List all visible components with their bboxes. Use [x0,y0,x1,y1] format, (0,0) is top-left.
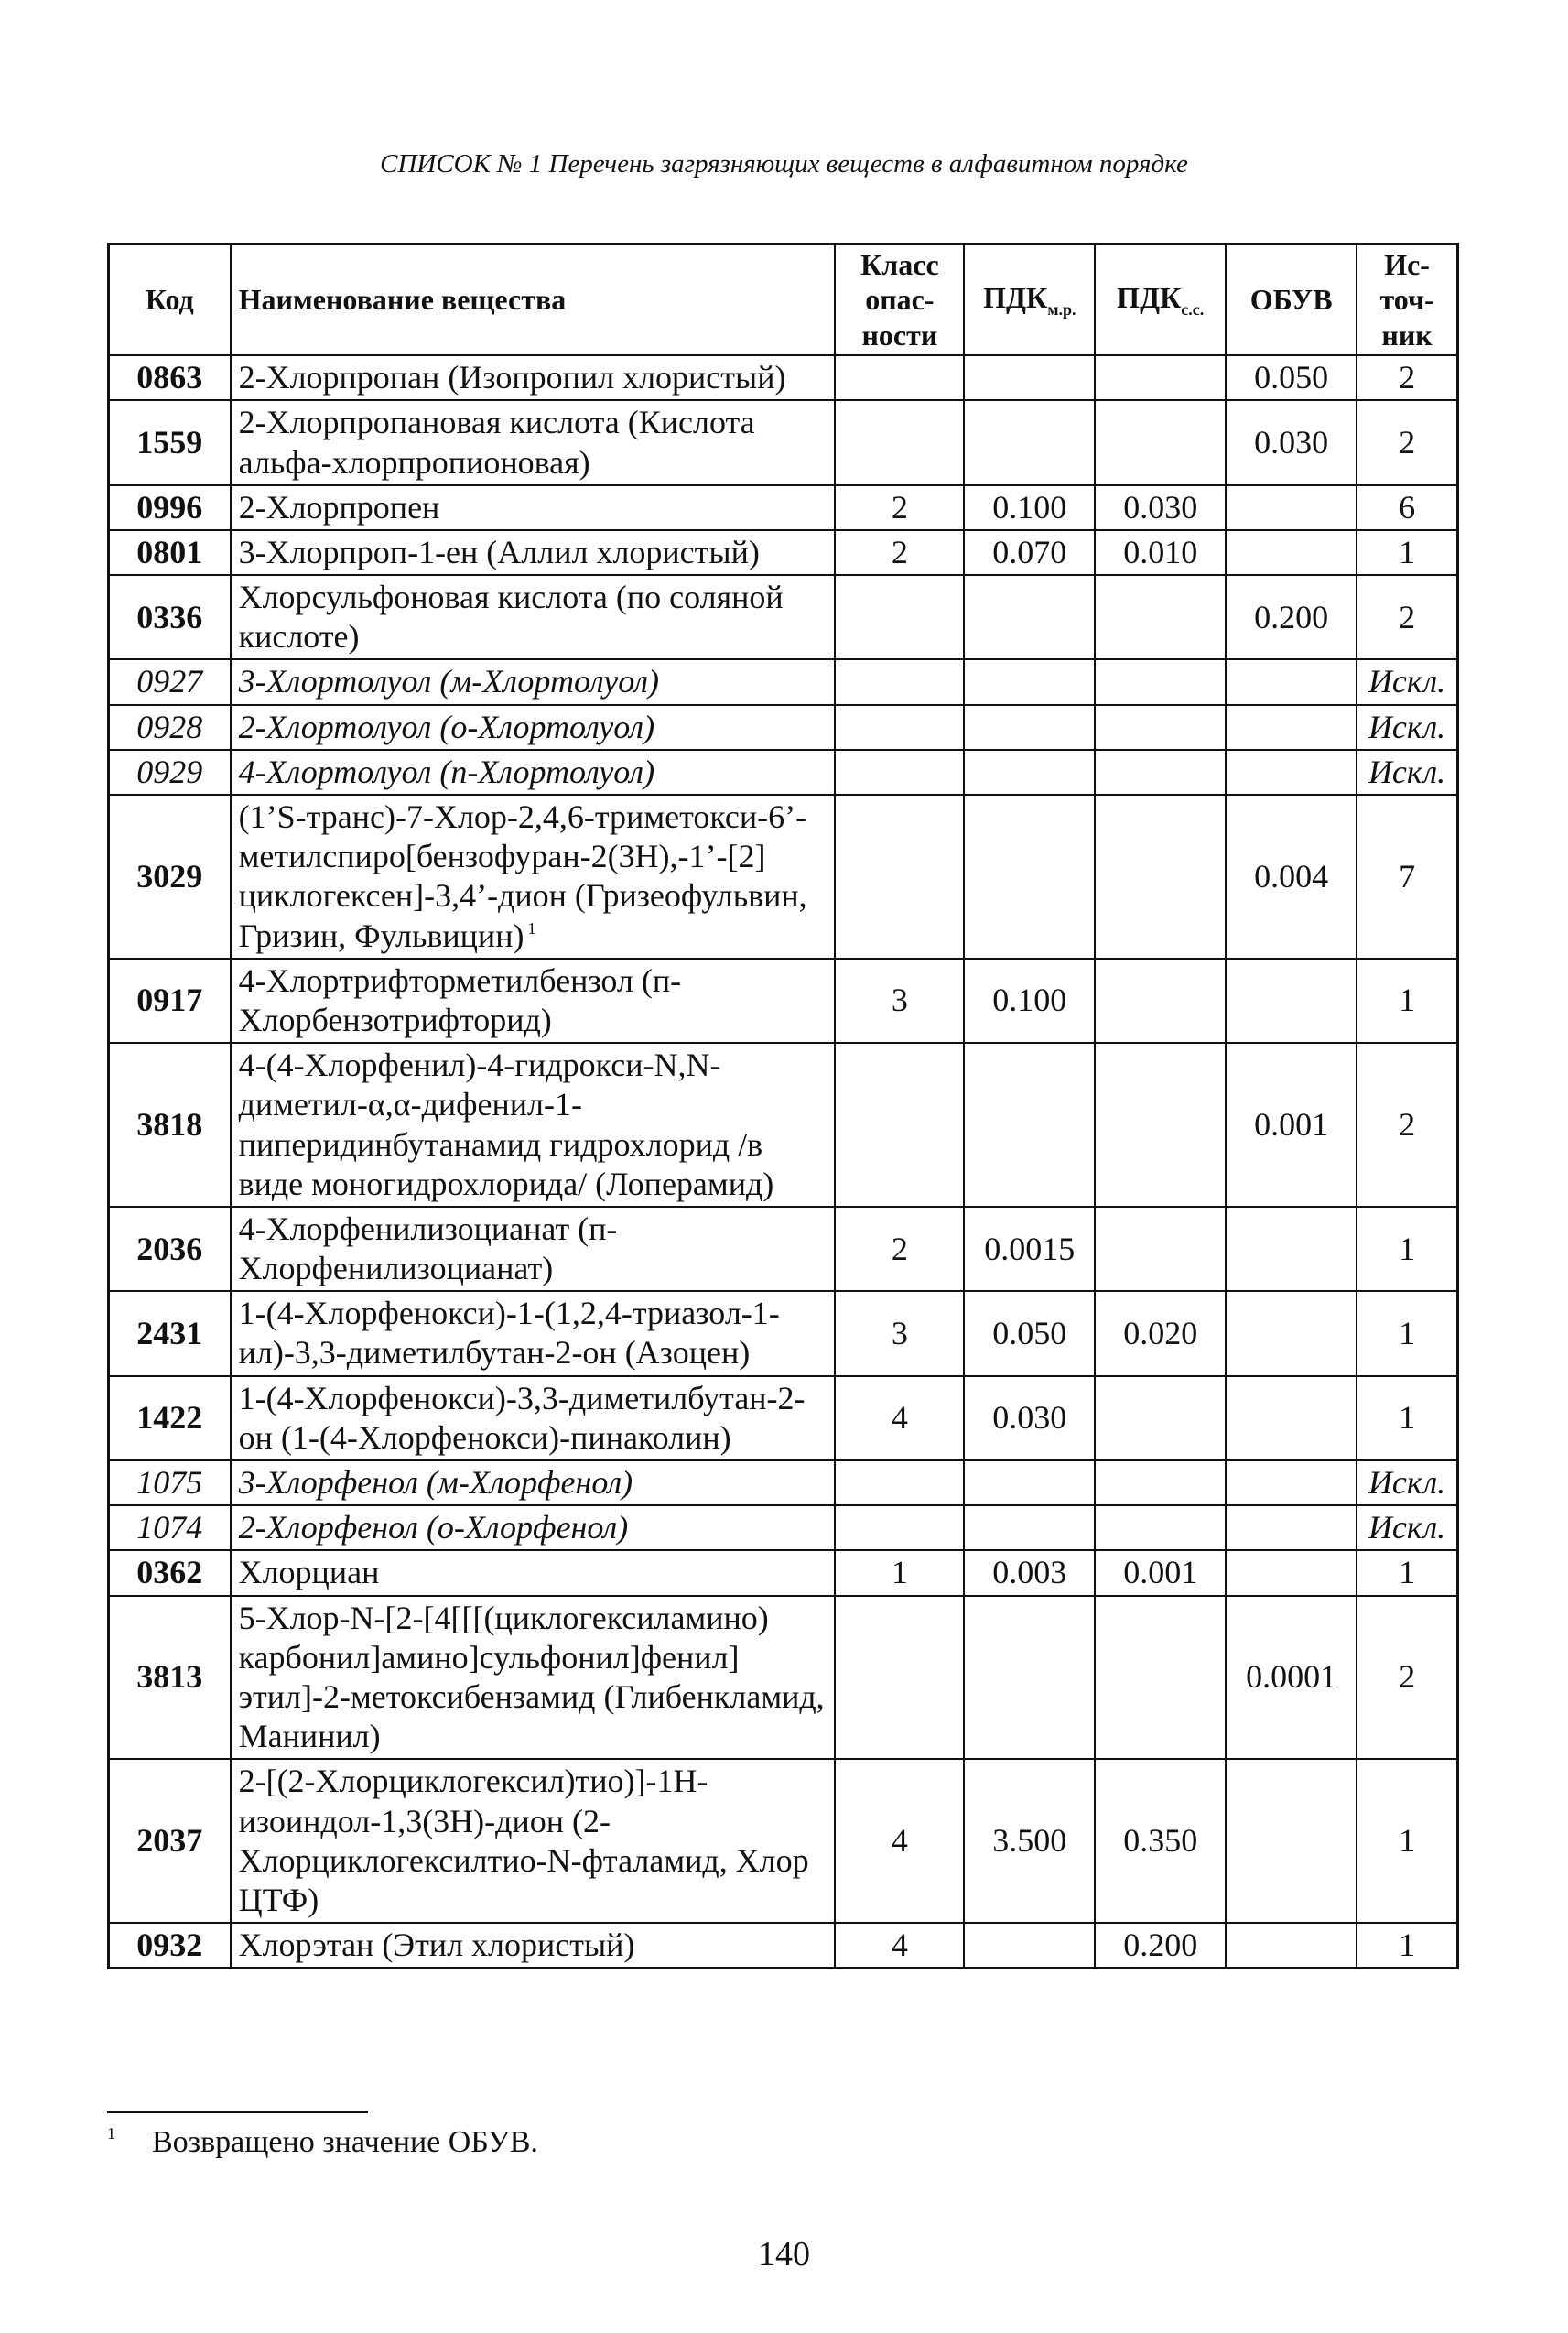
cell-obuv [1226,1207,1357,1291]
cell-pdk-ss [1095,575,1226,659]
cell-hazard-class: 3 [835,1291,964,1375]
cell-code: 2036 [109,1207,231,1291]
cell-pdk-mr [964,575,1095,659]
cell-source: 1 [1357,1550,1457,1595]
cell-hazard-class [835,1505,964,1550]
column-header-hazard-class: Класс опас- ности [835,244,964,356]
cell-pdk-ss [1095,795,1226,959]
cell-pdk-ss: 0.350 [1095,1759,1226,1923]
cell-hazard-class: 1 [835,1550,964,1595]
cell-obuv [1226,1550,1357,1595]
cell-pdk-mr [964,1505,1095,1550]
cell-pdk-ss [1095,1505,1226,1550]
cell-hazard-class: 4 [835,1923,964,1969]
cell-name: 4-Хлортрифторметилбензол (п-Хлорбензотрифторид) [231,959,836,1043]
cell-name: Хлорциан [231,1550,836,1595]
table-row [109,1376,1458,1460]
cell-pdk-ss [1095,750,1226,795]
cell-obuv: 0.004 [1226,795,1357,959]
footnote-text: Возвращено значение ОБУВ. [152,2125,538,2159]
cell-pdk-mr [964,1043,1095,1207]
table-row [109,575,1458,659]
cell-name: 2-Хлортолуол (о-Хлортолуол) [231,705,836,750]
cell-code: 1074 [109,1505,231,1550]
cell-name: 4-Хлорфенилизоцианат (п-Хлорфенилизоцианат) [231,1207,836,1291]
cell-code: 2431 [109,1291,231,1375]
cell-pdk-mr [964,795,1095,959]
cell-source: Искл. [1357,1505,1457,1550]
cell-name: 4-(4-Хлорфенил)-4-гидрокси-N,N-диметил-α,α-дифенил-1-пиперидинбутанамид гидрохлорид /в виде моногидрохлорида/ (Лоперамид) [231,1043,836,1207]
cell-hazard-class: 3 [835,959,964,1043]
substances-table [107,243,1459,1969]
cell-pdk-mr [964,659,1095,704]
cell-obuv: 0.200 [1226,575,1357,659]
cell-pdk-ss [1095,659,1226,704]
cell-pdk-ss [1095,1043,1226,1207]
table-row [109,1550,1458,1595]
cell-name: 1-(4-Хлорфенокси)-1-(1,2,4-триазол-1-ил)-3,3-диметилбутан-2-он (Азоцен) [231,1291,836,1375]
cell-source: 2 [1357,400,1457,484]
cell-obuv [1226,959,1357,1043]
cell-pdk-mr: 0.0015 [964,1207,1095,1291]
table-row [109,530,1458,575]
cell-pdk-ss: 0.010 [1095,530,1226,575]
cell-name: 4-Хлортолуол (п-Хлортолуол) [231,750,836,795]
cell-code: 0927 [109,659,231,704]
cell-obuv [1226,1505,1357,1550]
cell-obuv [1226,705,1357,750]
cell-pdk-ss [1095,705,1226,750]
column-header-name: Наименование вещества [231,244,836,356]
cell-code: 0928 [109,705,231,750]
cell-source: 1 [1357,530,1457,575]
footnote-mark: 1 [107,2124,115,2143]
cell-source: 1 [1357,1759,1457,1923]
cell-source: 2 [1357,355,1457,400]
table-row [109,659,1458,704]
cell-obuv: 0.0001 [1226,1596,1357,1760]
cell-pdk-mr [964,705,1095,750]
cell-code: 3818 [109,1043,231,1207]
table-row [109,1923,1458,1969]
cell-source: Искл. [1357,659,1457,704]
table-row [109,485,1458,530]
cell-pdk-ss [1095,400,1226,484]
cell-pdk-mr [964,355,1095,400]
cell-name: 2-Хлорфенол (о-Хлорфенол) [231,1505,836,1550]
cell-hazard-class: 2 [835,1207,964,1291]
cell-source: 1 [1357,1376,1457,1460]
cell-pdk-ss: 0.001 [1095,1550,1226,1595]
cell-source: 1 [1357,959,1457,1043]
cell-hazard-class: 4 [835,1376,964,1460]
cell-pdk-mr: 0.050 [964,1291,1095,1375]
cell-pdk-ss [1095,1207,1226,1291]
cell-pdk-mr: 0.070 [964,530,1095,575]
table-row [109,750,1458,795]
cell-code: 3813 [109,1596,231,1760]
cell-hazard-class: 4 [835,1759,964,1923]
column-header-pdk-ss: $ПДК_{с.с.}$ [1095,244,1226,356]
cell-pdk-ss [1095,1596,1226,1760]
table-row [109,1291,1458,1375]
cell-pdk-mr: 0.100 [964,959,1095,1043]
cell-hazard-class [835,400,964,484]
table-row [109,795,1458,959]
cell-name: 2-Хлорпропановая кислота (Кислота альфа-хлорпропионовая) [231,400,836,484]
cell-name: 3-Хлорфенол (м-Хлорфенол) [231,1460,836,1505]
cell-hazard-class [835,1460,964,1505]
table-row [109,1043,1458,1207]
cell-source: Искл. [1357,1460,1457,1505]
cell-pdk-ss: 0.020 [1095,1291,1226,1375]
cell-hazard-class [835,795,964,959]
cell-code: 1422 [109,1376,231,1460]
cell-name: Хлорсульфоновая кислота (по соляной кислоте) [231,575,836,659]
cell-pdk-mr: 0.003 [964,1550,1095,1595]
cell-hazard-class [835,659,964,704]
cell-pdk-mr: 0.100 [964,485,1095,530]
cell-obuv [1226,1923,1357,1969]
cell-code: 0362 [109,1550,231,1595]
table-row [109,400,1458,484]
cell-obuv [1226,1460,1357,1505]
cell-pdk-mr [964,750,1095,795]
cell-pdk-mr [964,1596,1095,1760]
cell-code: 1075 [109,1460,231,1505]
cell-obuv: 0.050 [1226,355,1357,400]
cell-pdk-mr [964,1460,1095,1505]
table-row [109,705,1458,750]
cell-obuv [1226,1759,1357,1923]
column-header-source: Ис- точ- ник [1357,244,1457,356]
cell-source: 1 [1357,1923,1457,1969]
table-body [109,355,1458,1969]
cell-pdk-mr: 3.500 [964,1759,1095,1923]
cell-pdk-ss: 0.200 [1095,1923,1226,1969]
cell-source: Искл. [1357,750,1457,795]
cell-hazard-class: 2 [835,530,964,575]
cell-hazard-class [835,355,964,400]
cell-hazard-class [835,575,964,659]
cell-source: 2 [1357,575,1457,659]
cell-name: Хлорэтан (Этил хлористый) [231,1923,836,1969]
footnote [107,2124,1206,2160]
cell-pdk-ss [1095,1460,1226,1505]
cell-code: 0917 [109,959,231,1043]
cell-name: 2-Хлорпропен [231,485,836,530]
cell-code: 0336 [109,575,231,659]
cell-source: 6 [1357,485,1457,530]
cell-name: 2-[(2-Хлорциклогексил)тио)]-1Н-изоиндол-1,3(3Н)-дион (2-Хлорциклогексилтио-N-фталамид, Хлор ЦТФ) [231,1759,836,1923]
cell-hazard-class [835,705,964,750]
table-header-row [109,244,1458,356]
table-row [109,1207,1458,1291]
cell-code: 0996 [109,485,231,530]
table-row [109,1460,1458,1505]
cell-obuv: 0.001 [1226,1043,1357,1207]
footnote-divider [107,2111,368,2113]
cell-source: 2 [1357,1596,1457,1760]
cell-obuv [1226,485,1357,530]
cell-pdk-mr [964,1923,1095,1969]
table-row [109,1759,1458,1923]
cell-code: 1559 [109,400,231,484]
cell-hazard-class [835,1596,964,1760]
cell-pdk-ss [1095,959,1226,1043]
cell-obuv: 0.030 [1226,400,1357,484]
cell-hazard-class [835,1043,964,1207]
cell-name: 3-Хлортолуол (м-Хлортолуол) [231,659,836,704]
cell-code: 0929 [109,750,231,795]
cell-pdk-mr [964,400,1095,484]
cell-obuv [1226,1376,1357,1460]
table-row [109,1596,1458,1760]
page-number: 140 [758,2235,810,2273]
column-header-pdk-mr: $ПДК_{м.р.}$ [964,244,1095,356]
cell-name: 3-Хлорпроп-1-ен (Аллил хлористый) [231,530,836,575]
cell-source: 1 [1357,1207,1457,1291]
cell-hazard-class: 2 [835,485,964,530]
column-header-obuv: ОБУВ [1226,244,1357,356]
cell-code: 2037 [109,1759,231,1923]
cell-name: (1’S-транс)-7-Хлор-2,4,6-триметокси-6’-метилспиро[бензофуран-2(3Н),-1’-[2] циклогексен]-3,4’-дион (Гризеофульвин, Гризин, Фульвицин) $^1$ [231,795,836,959]
cell-obuv [1226,750,1357,795]
cell-obuv [1226,1291,1357,1375]
table-row [109,1505,1458,1550]
cell-name: 2-Хлорпропан (Изопропил хлористый) [231,355,836,400]
cell-source: 1 [1357,1291,1457,1375]
cell-obuv [1226,659,1357,704]
cell-hazard-class [835,750,964,795]
page-title: СПИСОК № 1 Перечень загрязняющих веществ в алфавитном порядке [380,149,1188,179]
cell-code: 0932 [109,1923,231,1969]
footnote-reference: 1 [527,918,536,938]
cell-pdk-ss [1095,1376,1226,1460]
cell-code: 3029 [109,795,231,959]
cell-code: 0863 [109,355,231,400]
cell-name: 5-Хлор-N-[2-[4[[[(циклогексиламино) карбонил]амино]сульфонил]фенил] этил]-2-метоксибензамид (Глибенкламид, Манинил) [231,1596,836,1760]
cell-pdk-ss [1095,355,1226,400]
table-row [109,959,1458,1043]
table-row [109,355,1458,400]
cell-source: Искл. [1357,705,1457,750]
cell-pdk-ss: 0.030 [1095,485,1226,530]
cell-source: 7 [1357,795,1457,959]
cell-pdk-mr: 0.030 [964,1376,1095,1460]
cell-obuv [1226,530,1357,575]
column-header-code: Код [109,244,231,356]
cell-source: 2 [1357,1043,1457,1207]
cell-name: 1-(4-Хлорфенокси)-3,3-диметилбутан-2-он (1-(4-Хлорфенокси)-пинаколин) [231,1376,836,1460]
cell-code: 0801 [109,530,231,575]
